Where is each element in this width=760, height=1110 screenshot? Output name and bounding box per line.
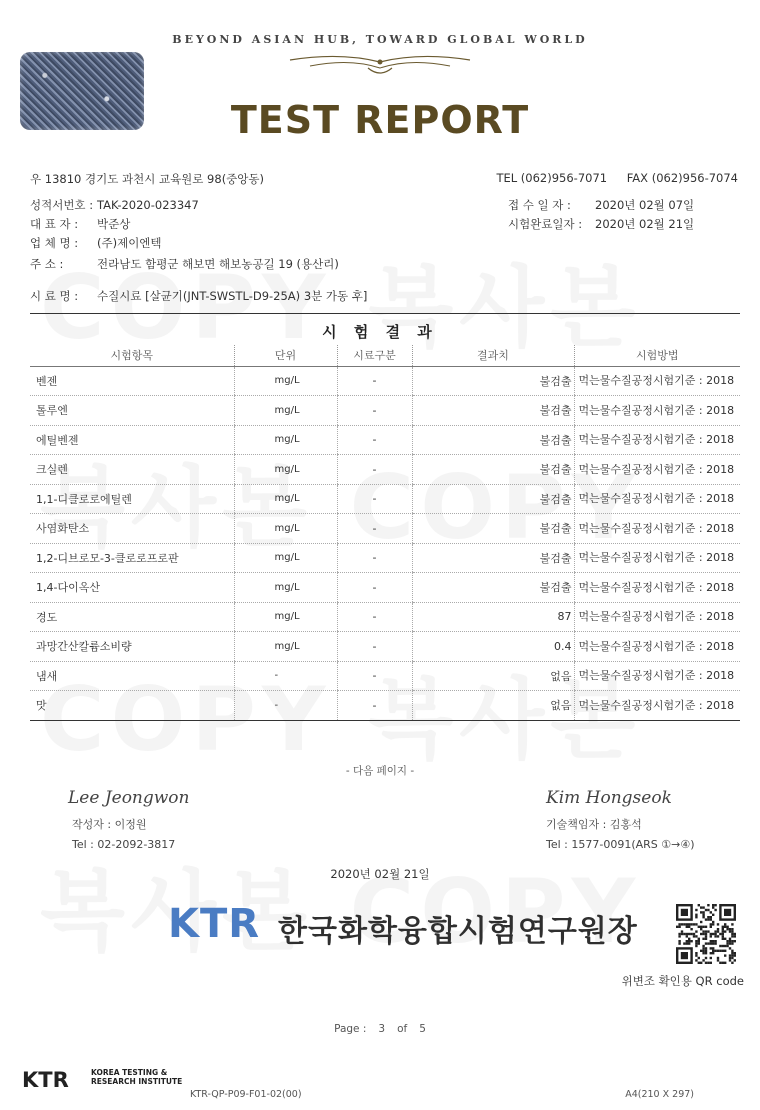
sample-row [30, 288, 367, 304]
cell-unit: mg/L [234, 573, 337, 603]
author-tel: Tel : 02-2092-3817 [72, 838, 176, 851]
cell-item: 경도 [30, 602, 234, 632]
cell-item: 1,2-디브로모-3-클로로프로판 [30, 543, 234, 573]
cell-unit: mg/L [234, 602, 337, 632]
cell-item: 벤젠 [30, 366, 234, 396]
report-title: TEST REPORT [230, 98, 530, 142]
cell-sample-class: - [337, 366, 412, 396]
qr-code-icon[interactable] [676, 904, 736, 964]
received-date: 2020년 02월 07일 [595, 198, 695, 212]
page-current: 3 [378, 1023, 386, 1035]
cell-unit: mg/L [234, 484, 337, 514]
cert-number: TAK-2020-023347 [97, 198, 199, 212]
manager-tel: Tel : 1577-0091(ARS ①→④) [546, 838, 695, 851]
cell-result: 불검출 [412, 543, 574, 573]
client-address-label: 주 소 : [30, 257, 64, 271]
table-row [30, 514, 740, 544]
cert-number-label: 성적서번호 : [30, 198, 94, 212]
company-label: 업 체 명 : [30, 236, 79, 250]
cell-result: 불검출 [412, 396, 574, 426]
table-row [30, 396, 740, 426]
cell-result: 불검출 [412, 425, 574, 455]
cell-sample-class: - [337, 691, 412, 721]
cell-method: 먹는물수질공정시험기준 : 2018 [574, 366, 740, 396]
footer-ktr-logo: KTR [22, 1068, 69, 1092]
received-date-row [508, 197, 694, 213]
representative-label: 대 표 자 : [30, 217, 79, 231]
page-number [0, 1023, 760, 1035]
lab-contact [480, 171, 738, 185]
col-header-method: 시험방법 [574, 345, 740, 366]
table-row [30, 455, 740, 485]
cell-result: 없음 [412, 691, 574, 721]
cell-method: 먹는물수질공정시험기준 : 2018 [574, 543, 740, 573]
cell-unit: mg/L [234, 425, 337, 455]
cell-sample-class: - [337, 514, 412, 544]
cell-unit: mg/L [234, 455, 337, 485]
cell-unit: mg/L [234, 632, 337, 662]
footer-institute-line2: RESEARCH INSTITUTE [91, 1077, 183, 1086]
page-label: Page : [334, 1023, 367, 1035]
cell-method: 먹는물수질공정시험기준 : 2018 [574, 632, 740, 662]
manager-role: 기술책임자 : 김홍석 [546, 818, 642, 831]
cell-sample-class: - [337, 425, 412, 455]
cell-method: 먹는물수질공정시험기준 : 2018 [574, 514, 740, 544]
cell-item: 에틸벤젠 [30, 425, 234, 455]
cell-item: 1,1-디클로로에틸렌 [30, 484, 234, 514]
table-row [30, 691, 740, 721]
cell-item: 맛 [30, 691, 234, 721]
issue-date: 2020년 02월 21일 [330, 867, 430, 881]
cell-method: 먹는물수질공정시험기준 : 2018 [574, 602, 740, 632]
cell-unit: mg/L [234, 366, 337, 396]
cell-item: 1,4-다이옥산 [30, 573, 234, 603]
cell-method: 먹는물수질공정시험기준 : 2018 [574, 661, 740, 691]
qr-label: 위변조 확인용 QR code [621, 974, 744, 988]
col-header-sample-class: 시료구분 [337, 345, 412, 366]
form-code: KTR-QP-P09-F01-02(00) [190, 1089, 302, 1100]
cell-method: 먹는물수질공정시험기준 : 2018 [574, 484, 740, 514]
table-row [30, 661, 740, 691]
results-top-rule [30, 313, 740, 314]
results-title: 시 험 결 과 [322, 323, 438, 341]
company: (주)제이엔텍 [97, 236, 162, 250]
author-role: 작성자 : 이정원 [72, 818, 147, 831]
cell-item: 크실렌 [30, 455, 234, 485]
cell-sample-class: - [337, 573, 412, 603]
completed-date-row [508, 216, 694, 232]
cell-result: 불검출 [412, 484, 574, 514]
lab-address: 우 13810 경기도 과천시 교육원로 98(중앙동) [30, 172, 264, 186]
cell-unit: mg/L [234, 514, 337, 544]
cell-result: 불검출 [412, 366, 574, 396]
cell-method: 먹는물수질공정시험기준 : 2018 [574, 425, 740, 455]
cell-sample-class: - [337, 484, 412, 514]
representative-row [30, 216, 130, 232]
lab-tel: TEL (062)956-7071 [496, 171, 608, 185]
table-row [30, 425, 740, 455]
ktr-logo: KTR [168, 901, 261, 947]
cell-item: 냄새 [30, 661, 234, 691]
cell-result: 불검출 [412, 514, 574, 544]
cell-unit: - [234, 661, 337, 691]
footer-institute [91, 1068, 182, 1086]
cell-method: 먹는물수질공정시험기준 : 2018 [574, 396, 740, 426]
table-row [30, 573, 740, 603]
cell-result: 불검출 [412, 573, 574, 603]
page-of: of [397, 1023, 408, 1035]
cell-sample-class: - [337, 632, 412, 662]
cell-method: 먹는물수질공정시험기준 : 2018 [574, 455, 740, 485]
cell-item: 사염화탄소 [30, 514, 234, 544]
received-date-label: 접 수 일 자 : [508, 198, 571, 212]
org-name: 한국화학융합시험연구원장 [278, 914, 638, 949]
next-page-note: - 다음 페이지 - [345, 765, 415, 777]
manager-signature: Kim Hongseok [546, 788, 672, 808]
cell-item: 과망간산칼륨소비량 [30, 632, 234, 662]
cell-unit: - [234, 691, 337, 721]
table-row [30, 602, 740, 632]
cell-sample-class: - [337, 661, 412, 691]
cell-sample-class: - [337, 543, 412, 573]
lab-fax: FAX (062)956-7074 [626, 171, 738, 185]
cell-result: 0.4 [412, 632, 574, 662]
company-row [30, 235, 162, 251]
cell-result: 없음 [412, 661, 574, 691]
results-header-row [30, 345, 740, 366]
author-signature: Lee Jeongwon [68, 788, 190, 808]
col-header-result: 결과치 [412, 345, 574, 366]
completed-date: 2020년 02월 21일 [595, 217, 695, 231]
table-row [30, 543, 740, 573]
client-address: 전라남도 함평군 해보면 해보농공길 19 (용산리) [97, 257, 339, 271]
cell-item: 톨루엔 [30, 396, 234, 426]
completed-date-label: 시험완료일자 : [508, 217, 583, 231]
motto: BEYOND ASIAN HUB, TOWARD GLOBAL WORLD [172, 33, 588, 46]
sample-label: 시 료 명 : [30, 289, 79, 303]
table-row [30, 484, 740, 514]
cell-method: 먹는물수질공정시험기준 : 2018 [574, 573, 740, 603]
cell-sample-class: - [337, 396, 412, 426]
paper-size: A4(210 X 297) [625, 1089, 694, 1100]
cell-sample-class: - [337, 455, 412, 485]
cell-unit: mg/L [234, 396, 337, 426]
table-row [30, 632, 740, 662]
footer-institute-line1: KOREA TESTING & [91, 1068, 168, 1077]
cell-unit: mg/L [234, 543, 337, 573]
representative: 박준상 [97, 217, 131, 231]
ornament-icon [280, 48, 480, 78]
cell-method: 먹는물수질공정시험기준 : 2018 [574, 691, 740, 721]
cert-number-row [30, 197, 199, 213]
cell-result: 불검출 [412, 455, 574, 485]
page-total: 5 [419, 1023, 426, 1035]
cell-sample-class: - [337, 602, 412, 632]
results-table [30, 345, 740, 721]
col-header-item: 시험항목 [30, 345, 234, 366]
col-header-unit: 단위 [234, 345, 337, 366]
cell-result: 87 [412, 602, 574, 632]
sample-name: 수질시료 [살균기(JNT-SWSTL-D9-25A) 3분 가동 후] [97, 289, 368, 303]
client-address-row [30, 256, 339, 272]
table-row [30, 366, 740, 396]
